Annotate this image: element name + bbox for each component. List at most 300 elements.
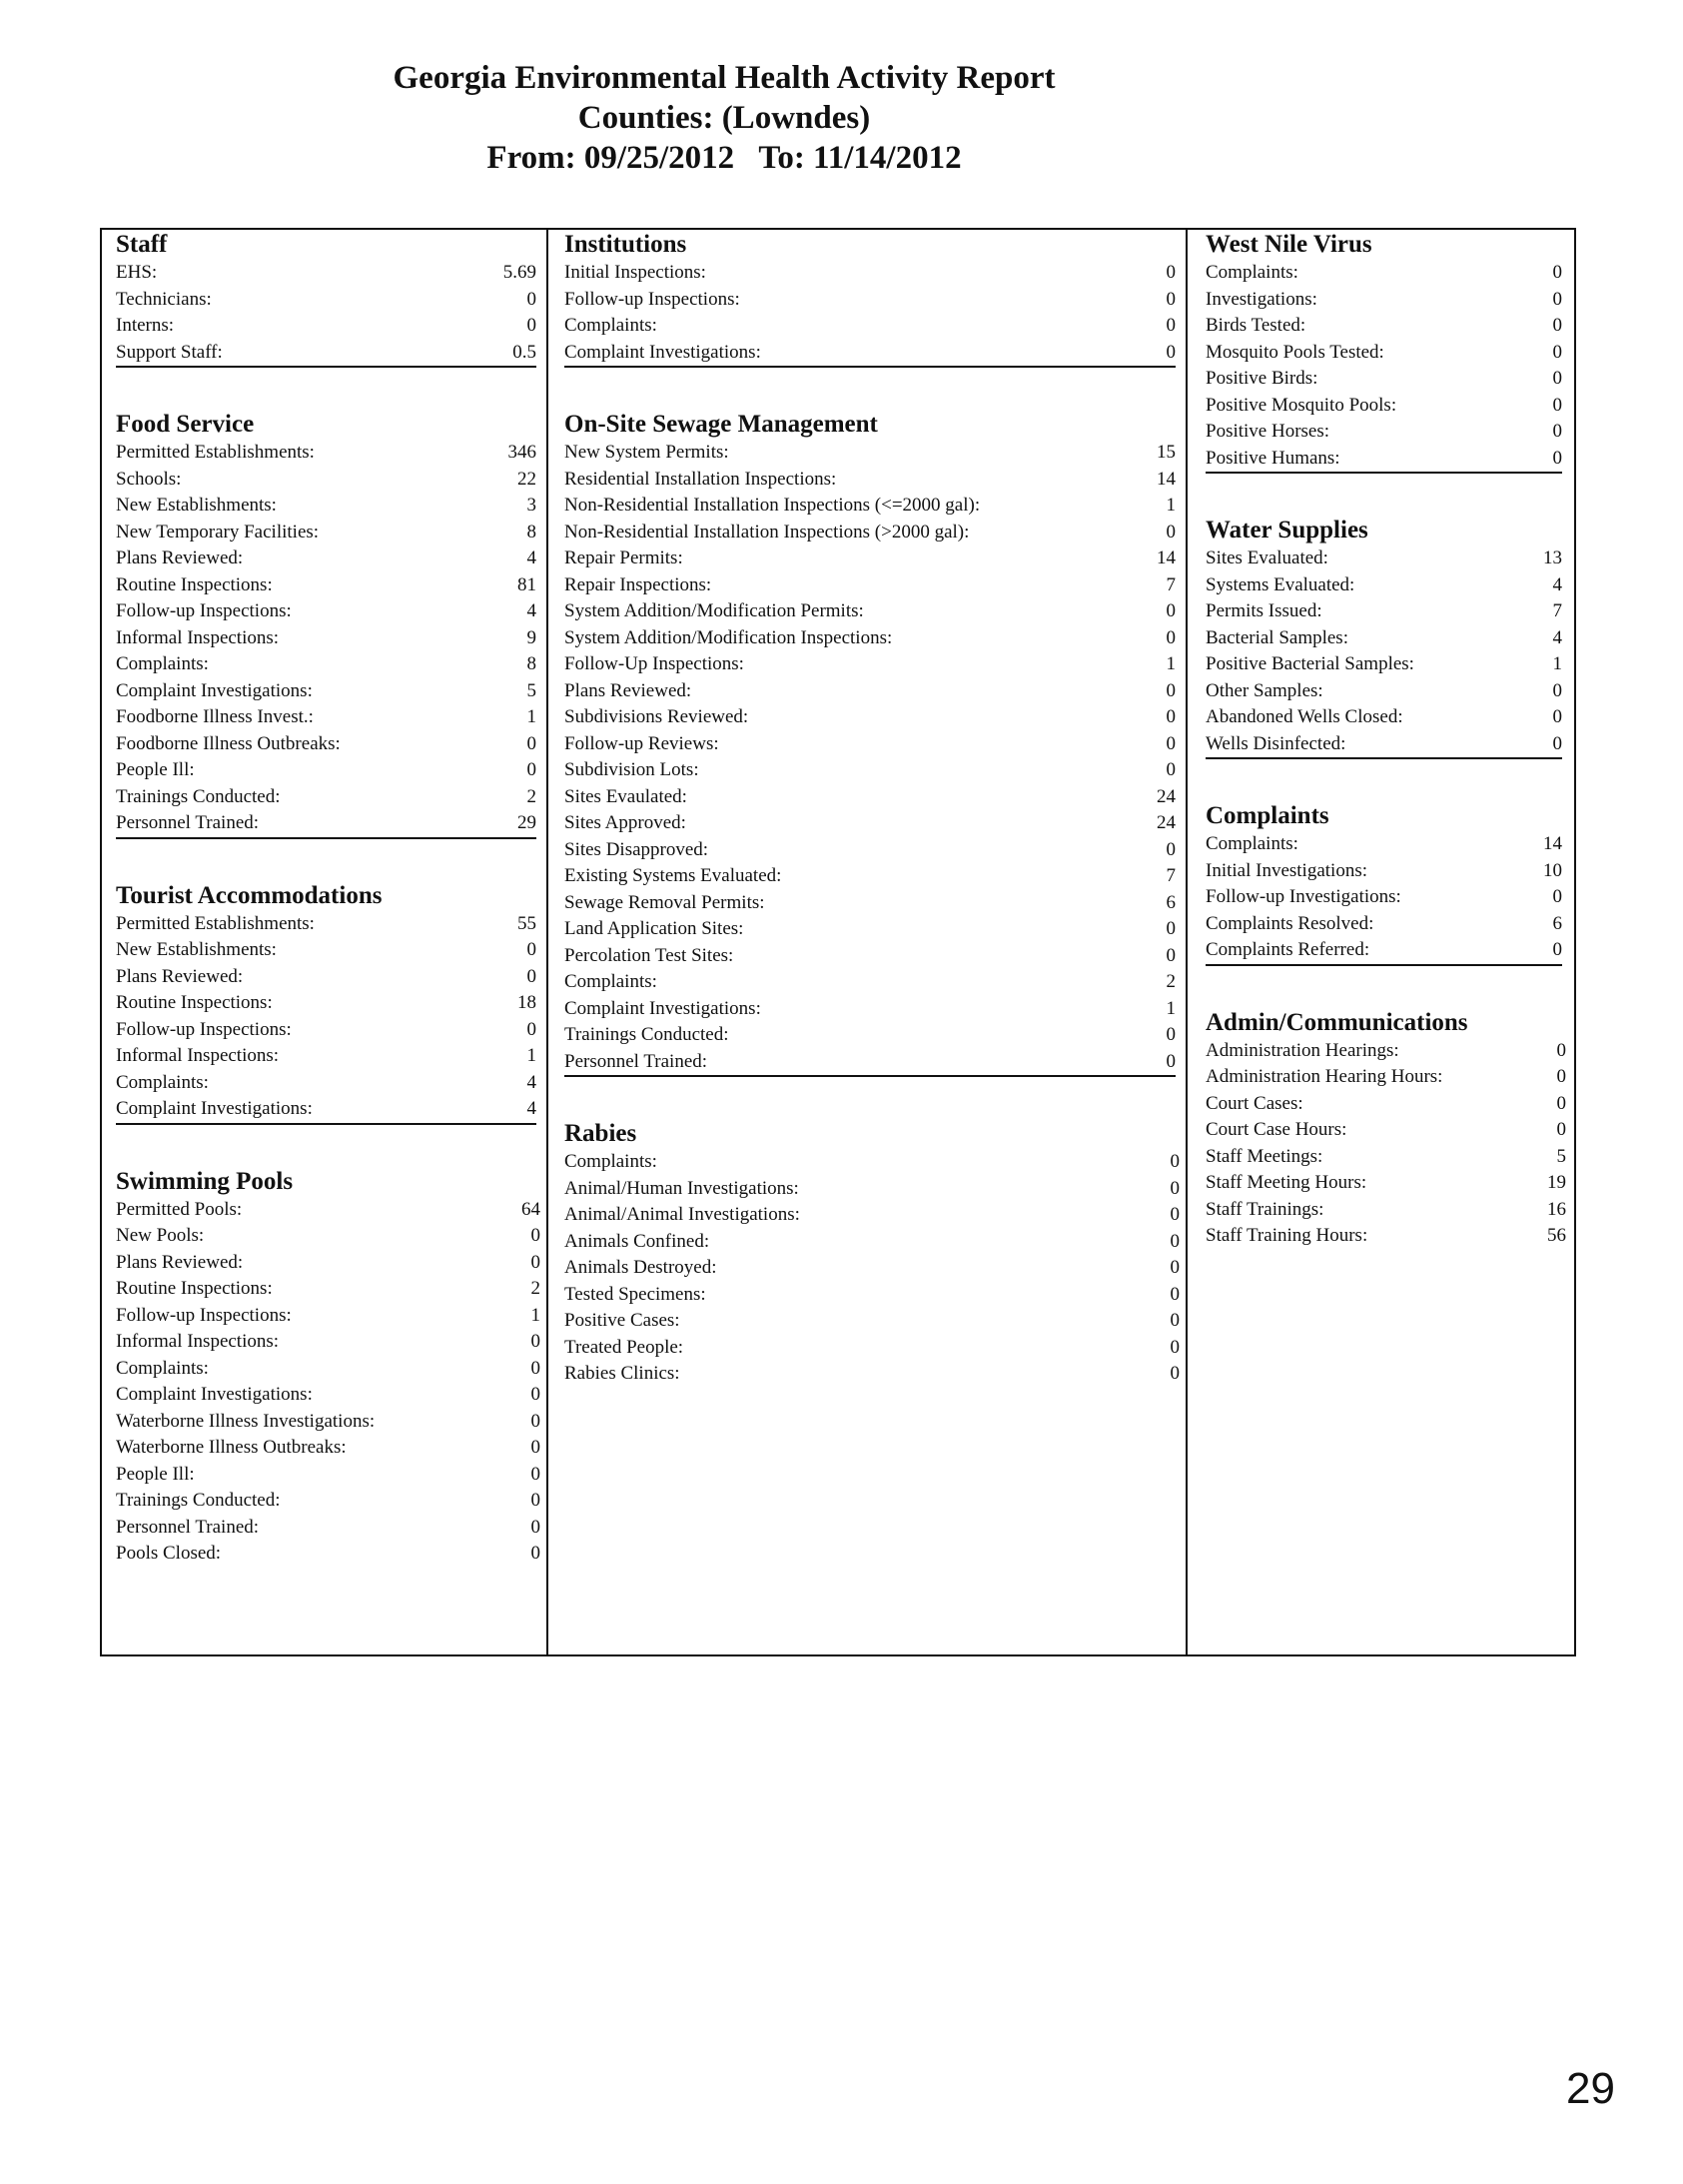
- stat-label: Informal Inspections:: [116, 1045, 280, 1066]
- stat-value: 4: [526, 547, 536, 568]
- stat-row: [564, 731, 1176, 758]
- stat-value: 1: [530, 1304, 540, 1326]
- stat-value: 6: [1552, 912, 1562, 934]
- stat-label: Follow-up Inspections:: [116, 1018, 292, 1040]
- section-title: Tourist Accommodations: [116, 881, 383, 909]
- stat-value: 0: [1552, 341, 1562, 363]
- stat-label: Mosquito Pools Tested:: [1206, 341, 1384, 363]
- stat-row: [1206, 446, 1562, 473]
- stat-value: 18: [517, 992, 536, 1013]
- stat-label: Complaints:: [1206, 833, 1298, 854]
- stat-value: 0: [1552, 394, 1562, 416]
- stat-label: Staff Meeting Hours:: [1206, 1172, 1367, 1193]
- stat-label: Complaints:: [1206, 262, 1298, 283]
- stat-label: Personnel Trained:: [116, 812, 260, 833]
- stat-row: [116, 757, 536, 784]
- stat-label: Complaints:: [564, 971, 657, 992]
- stat-value: 4: [526, 1071, 536, 1093]
- stat-row: [564, 784, 1176, 811]
- stat-label: System Addition/Modification Inspections:: [564, 626, 893, 648]
- stat-label: Initial Investigations:: [1206, 859, 1368, 881]
- stat-label: Support Staff:: [116, 341, 223, 363]
- stat-row: [564, 837, 1176, 864]
- stat-value: 0: [1166, 944, 1176, 966]
- stat-row: [1206, 546, 1562, 572]
- stat-label: Complaint Investigations:: [564, 997, 761, 1019]
- section-tourist-accommodations: [116, 881, 540, 1125]
- stat-value: 14: [1543, 833, 1562, 854]
- stat-value: 0: [530, 1437, 540, 1458]
- stat-value: 0: [526, 732, 536, 754]
- stat-row: [1206, 884, 1562, 911]
- stat-label: Non-Residential Installation Inspections (<=2000 gal):: [564, 495, 981, 516]
- stat-label: Plans Reviewed:: [564, 679, 692, 701]
- stat-value: 0: [1166, 1050, 1176, 1072]
- stat-value: 4: [526, 1098, 536, 1119]
- stat-label: Other Samples:: [1206, 679, 1323, 701]
- stat-row: [564, 598, 1176, 625]
- stat-row: [116, 1197, 540, 1224]
- stat-value: 4: [1552, 573, 1562, 595]
- stat-row: [116, 546, 536, 572]
- stat-label: Trainings Conducted:: [116, 785, 281, 807]
- stat-row: [116, 651, 536, 678]
- stat-row: [1206, 287, 1562, 314]
- stat-label: Complaint Investigations:: [116, 1098, 313, 1119]
- stat-row: [1206, 911, 1562, 938]
- stat-row: [1206, 937, 1562, 964]
- stat-label: Animal/Human Investigations:: [564, 1177, 799, 1199]
- stat-row: [116, 572, 536, 599]
- stat-value: 0: [1166, 679, 1176, 701]
- stat-label: Informal Inspections:: [116, 626, 280, 648]
- stat-label: Follow-up Investigations:: [1206, 886, 1401, 907]
- stat-label: People Ill:: [116, 1463, 195, 1485]
- stat-label: Initial Inspections:: [564, 262, 706, 283]
- stat-row: [1206, 831, 1562, 858]
- stat-value: 3: [526, 495, 536, 516]
- stat-row: [116, 784, 536, 811]
- section-title: Water Supplies: [1206, 517, 1368, 544]
- stat-row: [564, 969, 1176, 996]
- stat-value: 0: [1170, 1230, 1180, 1252]
- stat-value: 0: [1556, 1119, 1566, 1140]
- section-rows: [1206, 831, 1562, 966]
- stat-label: Subdivision Lots:: [564, 759, 699, 780]
- stat-label: Complaints:: [116, 1071, 209, 1093]
- stat-value: 56: [1547, 1225, 1566, 1246]
- section-west-nile-virus: [1206, 230, 1566, 474]
- section-rows: [564, 440, 1176, 1077]
- stat-label: Complaints Resolved:: [1206, 912, 1374, 934]
- stat-label: Permitted Pools:: [116, 1198, 243, 1220]
- stat-label: Foodborne Illness Outbreaks:: [116, 732, 341, 754]
- stat-row: [116, 1329, 540, 1356]
- stat-value: 0: [530, 1384, 540, 1405]
- stat-row: [116, 1250, 540, 1277]
- page-number: 29: [1566, 2064, 1615, 2113]
- stat-label: Personnel Trained:: [564, 1050, 708, 1072]
- stat-value: 0: [1556, 1066, 1566, 1087]
- stat-value: 81: [517, 573, 536, 595]
- report-counties: Counties: (Lowndes): [577, 100, 871, 136]
- section-title: West Nile Virus: [1206, 231, 1372, 258]
- stat-row: [116, 810, 536, 837]
- stat-label: Staff Training Hours:: [1206, 1225, 1368, 1246]
- stat-label: Administration Hearings:: [1206, 1039, 1399, 1061]
- stat-label: Land Application Sites:: [564, 918, 744, 939]
- stat-label: Birds Tested:: [1206, 315, 1306, 336]
- stat-value: 0: [1552, 315, 1562, 336]
- stat-label: Positive Humans:: [1206, 447, 1340, 469]
- stat-label: Abandoned Wells Closed:: [1206, 706, 1403, 727]
- stat-label: Trainings Conducted:: [116, 1490, 281, 1511]
- stat-row: [1206, 678, 1562, 705]
- stat-value: 0: [526, 1018, 536, 1040]
- stat-label: New Establishments:: [116, 939, 277, 960]
- stat-label: Court Case Hours:: [1206, 1119, 1347, 1140]
- stat-row: [116, 467, 536, 494]
- stat-row: [1206, 651, 1562, 678]
- section-rows: [1206, 546, 1562, 759]
- stat-label: Treated People:: [564, 1336, 684, 1358]
- stat-value: 0: [1552, 679, 1562, 701]
- stat-label: Routine Inspections:: [116, 1278, 273, 1299]
- section-rows: [116, 1197, 540, 1568]
- section-title: Food Service: [116, 411, 255, 438]
- stat-row: [1206, 366, 1562, 393]
- stat-row: [1206, 1064, 1566, 1091]
- stat-row: [116, 598, 536, 625]
- stat-row: [1206, 1117, 1566, 1144]
- stat-value: 1: [1166, 997, 1176, 1019]
- stat-row: [116, 1276, 540, 1303]
- stat-label: Animal/Animal Investigations:: [564, 1204, 800, 1225]
- stat-row: [564, 625, 1176, 652]
- report-table: [100, 228, 1576, 1656]
- stat-label: Complaint Investigations:: [116, 679, 313, 701]
- stat-label: Foodborne Illness Invest.:: [116, 706, 314, 727]
- stat-label: Animals Confined:: [564, 1230, 710, 1252]
- stat-row: [564, 810, 1176, 837]
- stat-row: [1206, 1197, 1566, 1224]
- stat-label: Sewage Removal Permits:: [564, 891, 765, 913]
- stat-row: [564, 340, 1176, 367]
- stat-label: Complaints:: [564, 315, 657, 336]
- stat-row: [116, 1043, 536, 1070]
- stat-row: [564, 996, 1176, 1023]
- section-title: On-Site Sewage Management: [564, 411, 878, 438]
- stat-value: 0: [1170, 1151, 1180, 1172]
- stat-label: Sites Evaulated:: [564, 785, 687, 807]
- stat-value: 0: [1552, 706, 1562, 727]
- stat-label: Follow-up Inspections:: [564, 288, 740, 310]
- stat-value: 0: [1166, 288, 1176, 310]
- stat-row: [1206, 1091, 1566, 1118]
- stat-label: Routine Inspections:: [116, 573, 273, 595]
- section-rows: [1206, 260, 1562, 474]
- stat-value: 2: [530, 1278, 540, 1299]
- stat-value: 0: [1166, 706, 1176, 727]
- stat-label: Court Cases:: [1206, 1092, 1303, 1114]
- section-title: Rabies: [564, 1120, 637, 1147]
- stat-row: [564, 890, 1176, 917]
- stat-row: [564, 1335, 1180, 1362]
- stat-label: Subdivisions Reviewed:: [564, 706, 749, 727]
- stat-row: [116, 340, 536, 367]
- section-swimming-pools: [116, 1167, 540, 1568]
- stat-value: 1: [1166, 653, 1176, 674]
- stat-value: 8: [526, 653, 536, 674]
- stat-value: 0: [1166, 600, 1176, 621]
- stat-value: 0: [1552, 447, 1562, 469]
- stat-value: 0: [1166, 262, 1176, 283]
- stat-row: [1206, 572, 1562, 599]
- stat-value: 0: [1166, 626, 1176, 648]
- stat-row: [116, 678, 536, 705]
- stat-row: [564, 1255, 1180, 1282]
- stat-label: Complaints:: [116, 653, 209, 674]
- stat-value: 0: [526, 288, 536, 310]
- stat-value: 0: [526, 759, 536, 780]
- stat-row: [564, 260, 1176, 287]
- stat-label: Follow-up Inspections:: [116, 1304, 292, 1326]
- section-title: Staff: [116, 231, 168, 258]
- stat-value: 0: [1552, 939, 1562, 960]
- stat-label: Routine Inspections:: [116, 992, 273, 1013]
- section-rows: [564, 260, 1176, 368]
- stat-label: New Temporary Facilities:: [116, 521, 320, 543]
- stat-value: 8: [526, 521, 536, 543]
- stat-label: Permits Issued:: [1206, 600, 1322, 621]
- stat-label: Permitted Establishments:: [116, 912, 315, 934]
- stat-row: [116, 1017, 536, 1044]
- stat-row: [116, 1356, 540, 1383]
- stat-row: [116, 1223, 540, 1250]
- stat-row: [564, 493, 1176, 520]
- stat-value: 1: [1166, 495, 1176, 516]
- stat-row: [1206, 731, 1562, 758]
- stat-label: Complaint Investigations:: [564, 341, 761, 363]
- stat-value: 0: [1166, 732, 1176, 754]
- stat-row: [1206, 598, 1562, 625]
- stat-label: Positive Bacterial Samples:: [1206, 653, 1414, 674]
- stat-row: [1206, 1170, 1566, 1197]
- stat-value: 24: [1157, 812, 1176, 833]
- stat-row: [116, 1462, 540, 1489]
- section-food-service: [116, 410, 540, 839]
- stat-label: Positive Birds:: [1206, 368, 1318, 389]
- stat-label: Complaints:: [116, 1357, 209, 1379]
- stat-value: 0: [530, 1357, 540, 1379]
- report-title: Georgia Environmental Health Activity Report: [393, 60, 1056, 96]
- stat-row: [564, 546, 1176, 572]
- stat-label: Trainings Conducted:: [564, 1024, 729, 1045]
- stat-row: [564, 1049, 1176, 1076]
- stat-label: People Ill:: [116, 759, 195, 780]
- stat-label: Follow-Up Inspections:: [564, 653, 744, 674]
- stat-label: Existing Systems Evaluated:: [564, 865, 782, 886]
- section-on-site-sewage-management: [564, 410, 1180, 1077]
- stat-row: [116, 260, 536, 287]
- stat-label: Staff Trainings:: [1206, 1198, 1324, 1220]
- stat-row: [564, 1308, 1180, 1335]
- stat-row: [116, 990, 536, 1017]
- stat-label: Technicians:: [116, 288, 212, 310]
- stat-label: New Establishments:: [116, 495, 277, 516]
- stat-row: [1206, 340, 1562, 367]
- stat-label: Schools:: [116, 468, 182, 490]
- stat-label: Wells Disinfected:: [1206, 732, 1346, 754]
- stat-row: [564, 863, 1176, 890]
- stat-value: 0: [1170, 1336, 1180, 1358]
- stat-value: 0: [1166, 521, 1176, 543]
- stat-label: Bacterial Samples:: [1206, 626, 1348, 648]
- stat-value: 5.69: [502, 262, 536, 283]
- stat-label: Repair Permits:: [564, 547, 683, 568]
- report-date-range: From: 09/25/2012 To: 11/14/2012: [486, 140, 962, 176]
- stat-label: Positive Mosquito Pools:: [1206, 394, 1397, 416]
- stat-row: [116, 1382, 540, 1409]
- stat-value: 1: [526, 1045, 536, 1066]
- stat-row: [564, 943, 1176, 970]
- report-column-2: [548, 230, 1188, 1654]
- stat-label: Sites Approved:: [564, 812, 686, 833]
- stat-row: [564, 572, 1176, 599]
- stat-value: 0: [1552, 732, 1562, 754]
- stat-row: [564, 313, 1176, 340]
- stat-label: Plans Reviewed:: [116, 965, 244, 987]
- stat-value: 64: [521, 1198, 540, 1220]
- stat-label: Rabies Clinics:: [564, 1363, 680, 1384]
- stat-value: 1: [526, 706, 536, 727]
- stat-label: Pools Closed:: [116, 1543, 222, 1564]
- stat-row: [564, 1229, 1180, 1256]
- stat-label: System Addition/Modification Permits:: [564, 600, 864, 621]
- stat-value: 0: [530, 1410, 540, 1432]
- stat-label: Follow-up Inspections:: [116, 600, 292, 621]
- stat-value: 0: [1166, 1024, 1176, 1045]
- stat-value: 4: [526, 600, 536, 621]
- stat-row: [564, 1022, 1176, 1049]
- section-title: Swimming Pools: [116, 1167, 294, 1195]
- stat-value: 0: [1166, 759, 1176, 780]
- stat-value: 10: [1543, 859, 1562, 881]
- stat-value: 14: [1157, 468, 1176, 490]
- stat-row: [116, 1488, 540, 1515]
- stat-row: [564, 1149, 1180, 1176]
- stat-label: Sites Disapproved:: [564, 838, 709, 860]
- stat-label: Waterborne Illness Outbreaks:: [116, 1437, 347, 1458]
- stat-row: [116, 911, 536, 938]
- stat-value: 0: [530, 1225, 540, 1246]
- section-rabies: [564, 1119, 1180, 1388]
- stat-row: [116, 520, 536, 546]
- stat-row: [116, 731, 536, 758]
- stat-label: Complaint Investigations:: [116, 1384, 313, 1405]
- section-rows: [1206, 1038, 1566, 1250]
- stat-value: 2: [526, 785, 536, 807]
- stat-value: 0: [1166, 838, 1176, 860]
- stat-row: [1206, 704, 1562, 731]
- stat-row: [116, 1303, 540, 1330]
- section-title: Institutions: [564, 231, 687, 258]
- stat-value: 14: [1157, 547, 1176, 568]
- stat-label: Informal Inspections:: [116, 1331, 280, 1352]
- stat-value: 0: [1170, 1363, 1180, 1384]
- stat-row: [116, 1541, 540, 1568]
- stat-value: 0: [1170, 1283, 1180, 1305]
- stat-label: Plans Reviewed:: [116, 1251, 244, 1273]
- stat-label: Follow-up Reviews:: [564, 732, 719, 754]
- stat-value: 7: [1166, 573, 1176, 595]
- stat-row: [116, 937, 536, 964]
- section-rows: [116, 440, 536, 839]
- report-column-3: [1188, 230, 1574, 1654]
- stat-value: 0: [1166, 341, 1176, 363]
- stat-label: New System Permits:: [564, 442, 729, 463]
- stat-row: [116, 287, 536, 314]
- section-title: Complaints: [1206, 802, 1329, 829]
- stat-row: [564, 1282, 1180, 1309]
- stat-label: Personnel Trained:: [116, 1516, 260, 1538]
- section-admin-communications: [1206, 1008, 1566, 1250]
- stat-row: [116, 440, 536, 467]
- stat-value: 55: [517, 912, 536, 934]
- stat-value: 0: [530, 1463, 540, 1485]
- stat-row: [116, 313, 536, 340]
- stat-value: 0: [1552, 421, 1562, 442]
- stat-row: [564, 467, 1176, 494]
- stat-row: [1206, 625, 1562, 652]
- stat-row: [1206, 1144, 1566, 1171]
- stat-row: [564, 704, 1176, 731]
- section-rows: [564, 1149, 1180, 1388]
- stat-row: [564, 678, 1176, 705]
- stat-value: 0: [530, 1516, 540, 1538]
- stat-value: 0.5: [512, 341, 536, 363]
- stat-row: [1206, 1223, 1566, 1250]
- stat-value: 0: [526, 939, 536, 960]
- stat-row: [1206, 260, 1562, 287]
- stat-value: 6: [1166, 891, 1176, 913]
- stat-value: 0: [526, 315, 536, 336]
- section-rows: [116, 911, 536, 1125]
- stat-label: Repair Inspections:: [564, 573, 712, 595]
- stat-row: [564, 1202, 1180, 1229]
- stat-value: 13: [1543, 547, 1562, 568]
- stat-value: 7: [1552, 600, 1562, 621]
- stat-label: Animals Destroyed:: [564, 1257, 717, 1278]
- stat-value: 7: [1166, 865, 1176, 886]
- stat-label: Administration Hearing Hours:: [1206, 1066, 1443, 1087]
- stat-row: [116, 704, 536, 731]
- stat-row: [564, 1176, 1180, 1203]
- stat-value: 346: [507, 442, 536, 463]
- stat-value: 0: [530, 1543, 540, 1564]
- stat-value: 4: [1552, 626, 1562, 648]
- stat-row: [116, 1096, 536, 1123]
- section-complaints: [1206, 801, 1566, 966]
- stat-label: Staff Meetings:: [1206, 1145, 1323, 1167]
- stat-value: 22: [517, 468, 536, 490]
- stat-label: Interns:: [116, 315, 175, 336]
- stat-value: 24: [1157, 785, 1176, 807]
- stat-label: Investigations:: [1206, 288, 1317, 310]
- stat-value: 2: [1166, 971, 1176, 992]
- stat-value: 0: [1170, 1257, 1180, 1278]
- stat-label: Residential Installation Inspections:: [564, 468, 837, 490]
